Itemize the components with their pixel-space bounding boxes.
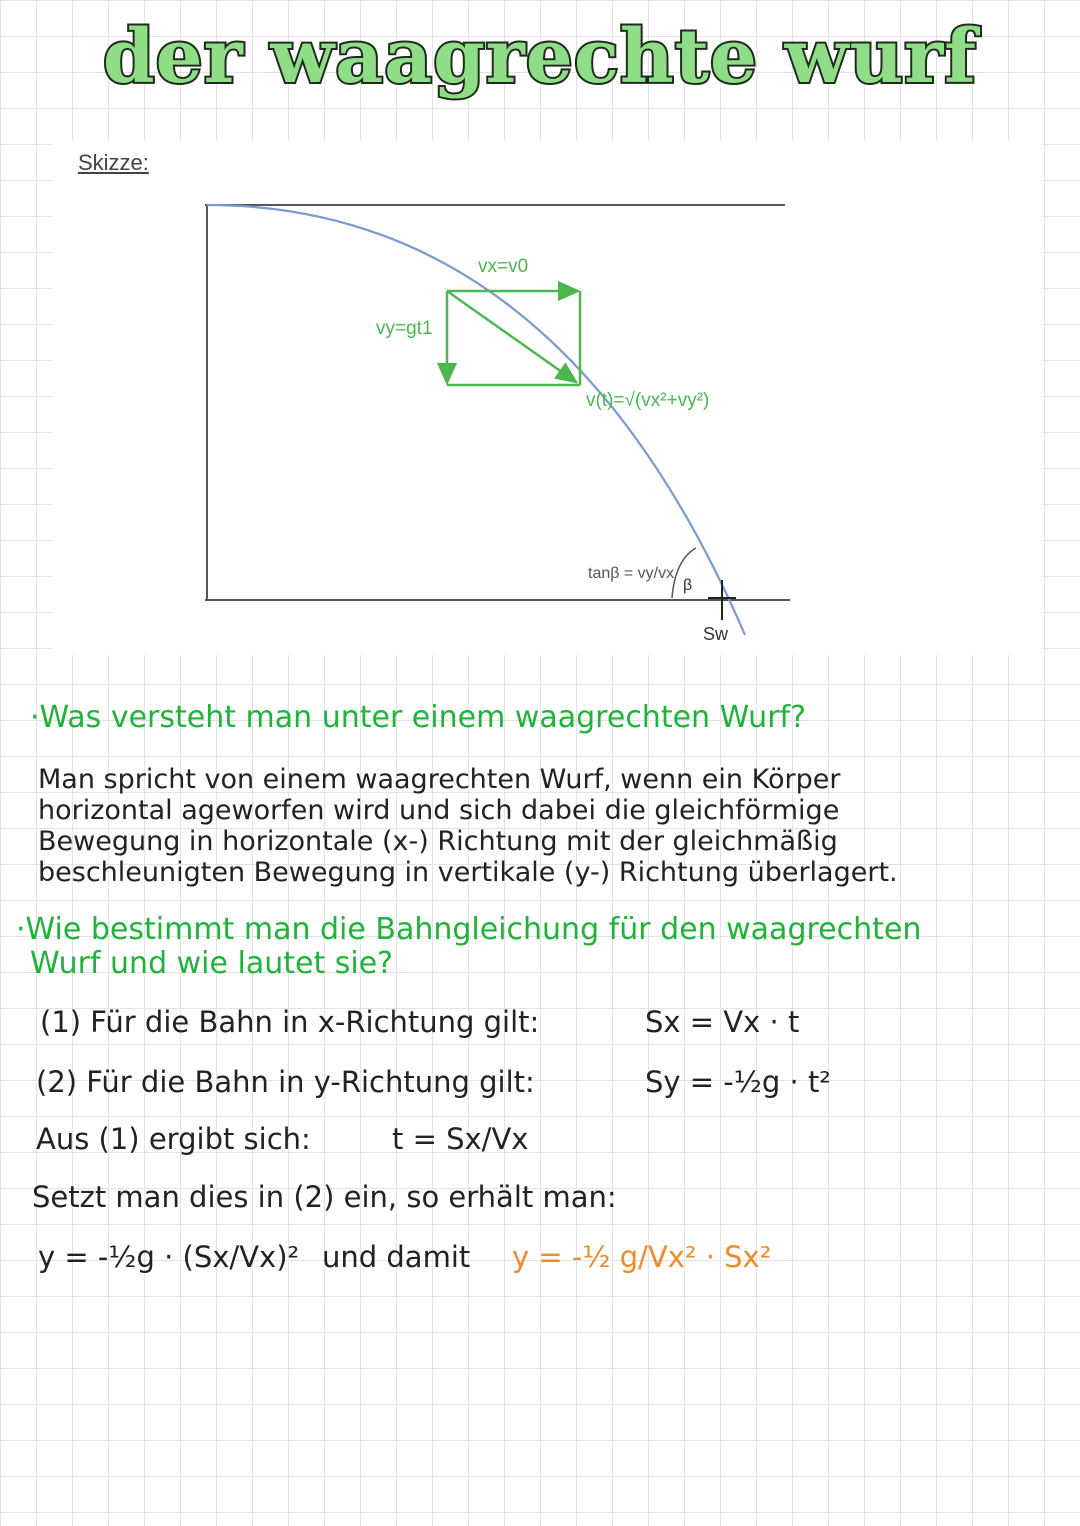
v-resultant-vector bbox=[447, 291, 576, 382]
sketch-label: Skizze: bbox=[78, 150, 149, 175]
page-title: der waagrechte wurf bbox=[102, 14, 978, 100]
step-4-text: Setzt man dies in (2) ein, so erhält man: bbox=[32, 1180, 617, 1214]
question-2-line-1: ·Wie bestimmt man die Bahngleichung für den waagrechten bbox=[16, 912, 922, 947]
step-5-formula: y = -½g · (Sx/Vx)² bbox=[38, 1240, 300, 1274]
vy-label: vy=gt1 bbox=[376, 318, 433, 339]
vx-label: vx=v0 bbox=[478, 256, 529, 277]
projectile-diagram bbox=[0, 0, 1080, 700]
tan-beta-label: tanβ = vy/vx bbox=[588, 565, 675, 582]
answer-1-line-1: Man spricht von einem waagrechten Wurf, wenn ein Körper bbox=[38, 764, 841, 795]
answer-1-line-2: horizontal ageworfen wird und sich dabei die gleichförmige bbox=[38, 795, 840, 826]
step-3-text: Aus (1) ergibt sich: bbox=[36, 1122, 311, 1156]
answer-1-line-4: beschleunigten Bewegung in vertikale (y-) Richtung überlagert. bbox=[38, 857, 898, 888]
v-label: v(t)=√(vx²+vy²) bbox=[586, 390, 710, 411]
step-1-formula: Sx = Vx · t bbox=[645, 1005, 800, 1039]
question-1: ·Was versteht man unter einem waagrechten Wurf? bbox=[30, 700, 807, 735]
trajectory-equation-result: y = -½ g/Vx² · Sx² bbox=[512, 1240, 772, 1274]
step-3-formula: t = Sx/Vx bbox=[392, 1122, 529, 1156]
sw-label: Sw bbox=[703, 624, 729, 644]
question-2-line-2: Wurf und wie lautet sie? bbox=[30, 946, 394, 981]
step-2-formula: Sy = -½g · t² bbox=[645, 1065, 831, 1099]
answer-1-line-3: Bewegung in horizontale (x-) Richtung mit der gleichmäßig bbox=[38, 826, 838, 857]
step-1-text: (1) Für die Bahn in x-Richtung gilt: bbox=[40, 1005, 540, 1039]
beta-label: β bbox=[683, 577, 693, 594]
step-2-text: (2) Für die Bahn in y-Richtung gilt: bbox=[36, 1065, 535, 1099]
step-5-connector: und damit bbox=[322, 1240, 471, 1274]
